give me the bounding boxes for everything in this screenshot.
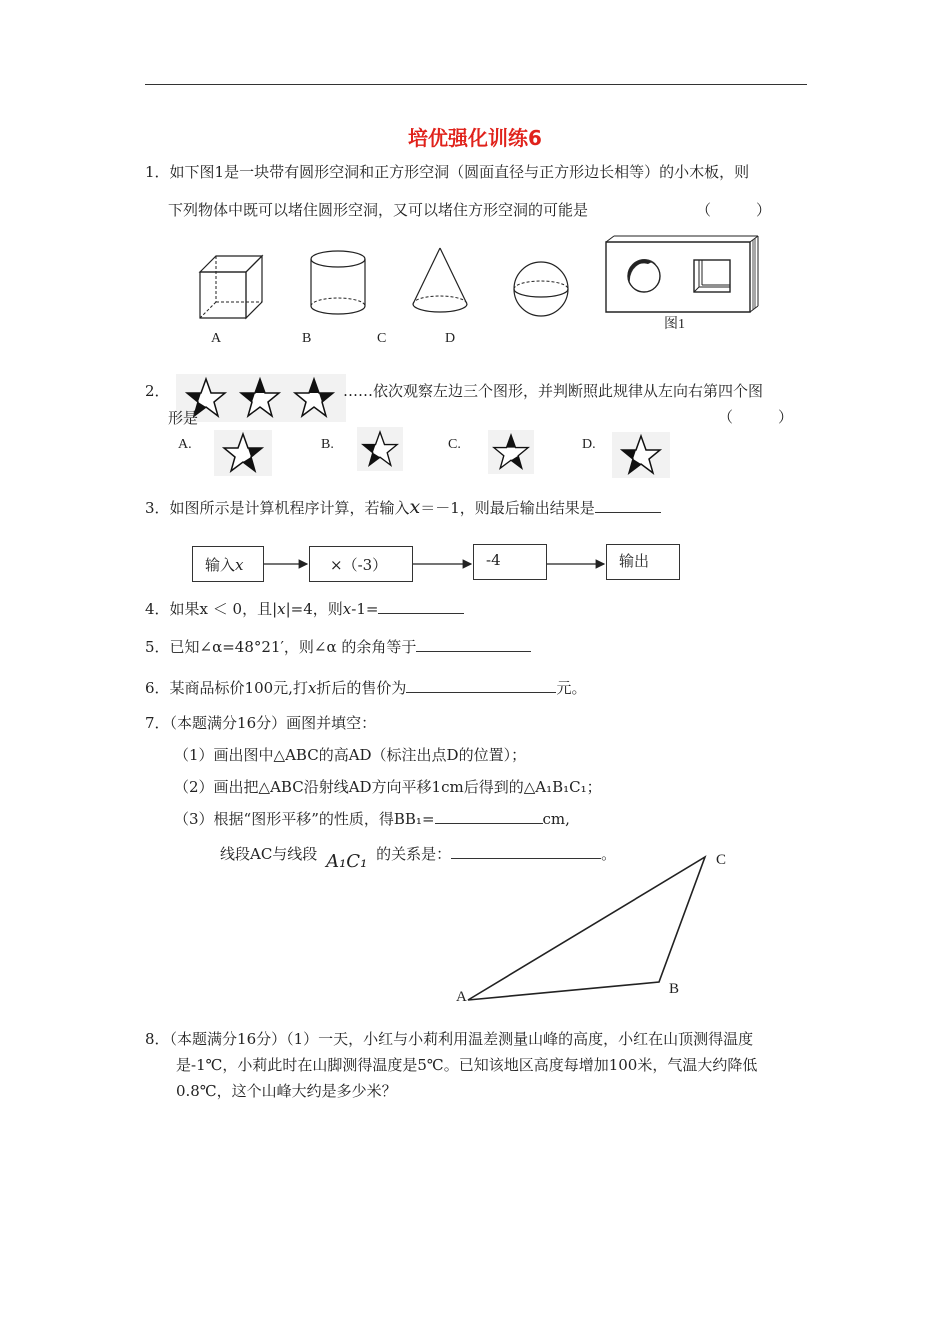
q3-text-b: ＝－1，则最后输出结果是: [420, 499, 595, 517]
q7-step4-b: 的关系是：: [376, 845, 452, 863]
q2-line2: 形是: [168, 409, 199, 427]
q6-text-c: 元。: [556, 679, 587, 697]
q5-body: 5．已知∠α=48°21′，则∠α 的余角等于: [145, 638, 417, 656]
q8-line2: 是-1℃，小莉此时在山脚测得温度是5℃。已知该地区高度每增加100米，气温大约降低: [176, 1056, 758, 1074]
q1-label-d: D: [445, 331, 456, 346]
q7-step4-c: 。: [601, 845, 617, 863]
page-title: 培优强化训练6: [408, 126, 542, 150]
flow-input-var: x: [235, 556, 244, 574]
q2-option-c: C.: [448, 437, 461, 452]
point-c-label: C: [716, 852, 727, 868]
q7-step1: （1）画出图中△ABC的高AD（标注出点D的位置）；: [174, 746, 527, 764]
q6-text-a: 6．某商品标价100元,打: [145, 679, 308, 697]
q4-var: x: [277, 600, 286, 618]
flow-output-box: 输出: [606, 544, 680, 580]
q1-label-c: C: [377, 331, 387, 346]
q8-line1: 8．（本题满分16分）（1）一天，小红与小莉利用温差测量山峰的高度，小红在山顶测得温度: [145, 1030, 754, 1048]
q1-line1: 1．如下图1是一块带有圆形空洞和正方形空洞（圆面直径与正方形边长相等）的小木板，则: [145, 163, 750, 181]
q7-step3-b: cm,: [542, 810, 570, 828]
q2-line1: ……依次观察左边三个图形，并判断照此规律从左向右第四个图: [343, 382, 764, 400]
q7-step3-a: （3）根据“图形平移”的性质，得BB₁=: [174, 810, 435, 828]
q7-step4-a: 线段AC与线段: [220, 845, 318, 863]
flow-subtract-box: -4: [473, 544, 547, 580]
q1-label-b: B: [302, 331, 312, 346]
q1-paren: （ ）: [696, 201, 772, 219]
q8-line3: 0.8℃，这个山峰大约是多少米？: [176, 1082, 397, 1100]
q4-text-a: 4．如果x ＜ 0，且|: [145, 600, 278, 618]
point-a-label: A: [456, 989, 467, 1005]
q2-option-d: D.: [582, 437, 596, 452]
q7-heading: 7．（本题满分16分）画图并填空：: [145, 714, 377, 732]
q7-step2: （2）画出把△ABC沿射线AD方向平移1cm后得到的△A₁B₁C₁；: [174, 778, 602, 796]
figure1-caption: 图1: [664, 317, 685, 332]
q4-text-c: -1=: [351, 600, 379, 618]
q6-var: x: [307, 679, 317, 697]
q2-option-a: A.: [178, 437, 192, 452]
q2-paren: （ ）: [718, 408, 794, 426]
q3-text-a: 3．如图所示是计算机程序计算，若输入: [145, 499, 410, 517]
q3-var: x: [409, 496, 421, 518]
q4-text-b: |=4，则: [285, 600, 343, 618]
q6-text-b: 折后的售价为: [316, 679, 407, 697]
q1-line2: 下列物体中既可以堵住圆形空洞，又可以堵住方形空洞的可能是: [168, 201, 589, 219]
q1-label-a: A: [211, 331, 222, 346]
flow-multiply-box: ×（-3）: [309, 546, 413, 582]
q2-number: 2．: [145, 382, 170, 400]
q7-a1c1: A₁C₁: [326, 851, 368, 872]
q4-var2: x: [342, 600, 352, 618]
q2-option-b: B.: [321, 437, 334, 452]
flow-input-label: 输入: [205, 556, 236, 574]
point-b-label: B: [669, 981, 680, 997]
